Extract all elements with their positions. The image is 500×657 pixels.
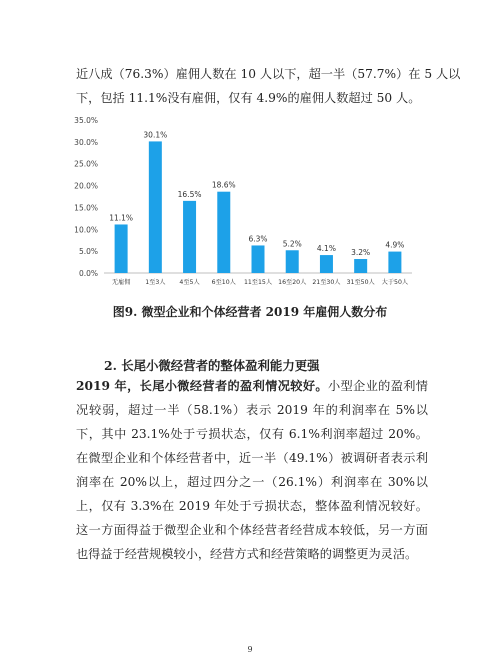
bar-value-label: 5.2% — [282, 239, 302, 249]
bar — [115, 224, 128, 273]
profit-lead-sentence: 2019 年，长尾小微经营者的盈利情况较好。 — [76, 379, 328, 393]
y-tick-label: 25.0% — [74, 159, 98, 169]
x-tick-label: 21至30人 — [312, 279, 341, 286]
figure-caption: 图9. 微型企业和个体经营者 2019 年雇佣人数分布 — [112, 305, 388, 319]
x-tick-label: 大于50人 — [381, 279, 409, 286]
bar — [354, 259, 367, 273]
bar-value-label: 11.1% — [109, 213, 134, 223]
x-tick-label: 11至15人 — [243, 279, 273, 286]
profit-paragraph — [76, 374, 428, 566]
section-heading: 2. 长尾小微经营者的整体盈利能力更强 — [104, 358, 320, 373]
bar-value-label: 3.2% — [351, 248, 371, 258]
x-tick-label: 31至50人 — [346, 279, 375, 286]
x-tick-label: 4至5人 — [179, 279, 200, 286]
bar-value-label: 18.6% — [211, 180, 236, 190]
bar-value-label: 4.9% — [385, 240, 405, 250]
y-tick-label: 20.0% — [74, 181, 98, 191]
y-tick-label: 5.0% — [78, 247, 98, 257]
bar-value-label: 30.1% — [143, 130, 168, 140]
profit-body-text: 小型企业的盈利情况较弱，超过一半（58.1%）表示 2019 年的利润率在 5%以下，其中 23.1%处于亏损状态，仅有 6.1%利润率超过 20%。在微型企业和个体经营者中，近一半（49.1%）被调研者表示利润率在 20%以上，超过四分之一（26.1%）利润率在 30%以上，仅有 3.3%在 2019 年处于亏损状态，整体盈利情况较好。这一方面得益于微型企业和个体经营者经营成本较低，另一方面也得益于经营规模较小，经营方式和经营策略的调整更为灵活。 — [76, 379, 428, 561]
bar-value-label: 16.5% — [177, 189, 202, 199]
y-tick-label: 35.0% — [74, 116, 98, 125]
bar — [320, 255, 333, 273]
y-tick-label: 10.0% — [74, 225, 98, 235]
y-tick-label: 30.0% — [74, 137, 98, 147]
y-tick-label: 15.0% — [74, 203, 98, 213]
page-number: 9 — [247, 645, 253, 654]
x-tick-label: 无雇佣 — [111, 279, 131, 286]
bar — [252, 245, 265, 273]
bars-group — [109, 130, 404, 273]
intro-line-1: 近八成（76.3%）雇佣人数在 10 人以下，超一半（57.7%）在 5 人以 — [76, 67, 461, 81]
bar-value-label: 4.1% — [316, 244, 336, 254]
intro-paragraph — [76, 62, 461, 110]
bar — [388, 252, 401, 273]
bar — [217, 192, 230, 273]
bar-value-label: 6.3% — [248, 234, 268, 244]
employment-bar-chart — [60, 110, 430, 295]
bar — [149, 141, 162, 273]
x-tick-label: 16至20人 — [278, 279, 307, 286]
x-tick-label: 6至10人 — [211, 279, 236, 286]
bar — [183, 201, 196, 273]
bar — [286, 250, 299, 273]
y-tick-label: 0.0% — [78, 269, 98, 278]
intro-line-2: 下，包括 11.1%没有雇佣，仅有 4.9%的雇佣人数超过 50 人。 — [76, 91, 421, 105]
y-axis — [74, 116, 98, 278]
x-tick-label: 1至3人 — [145, 279, 166, 286]
x-tick-labels — [112, 278, 408, 286]
